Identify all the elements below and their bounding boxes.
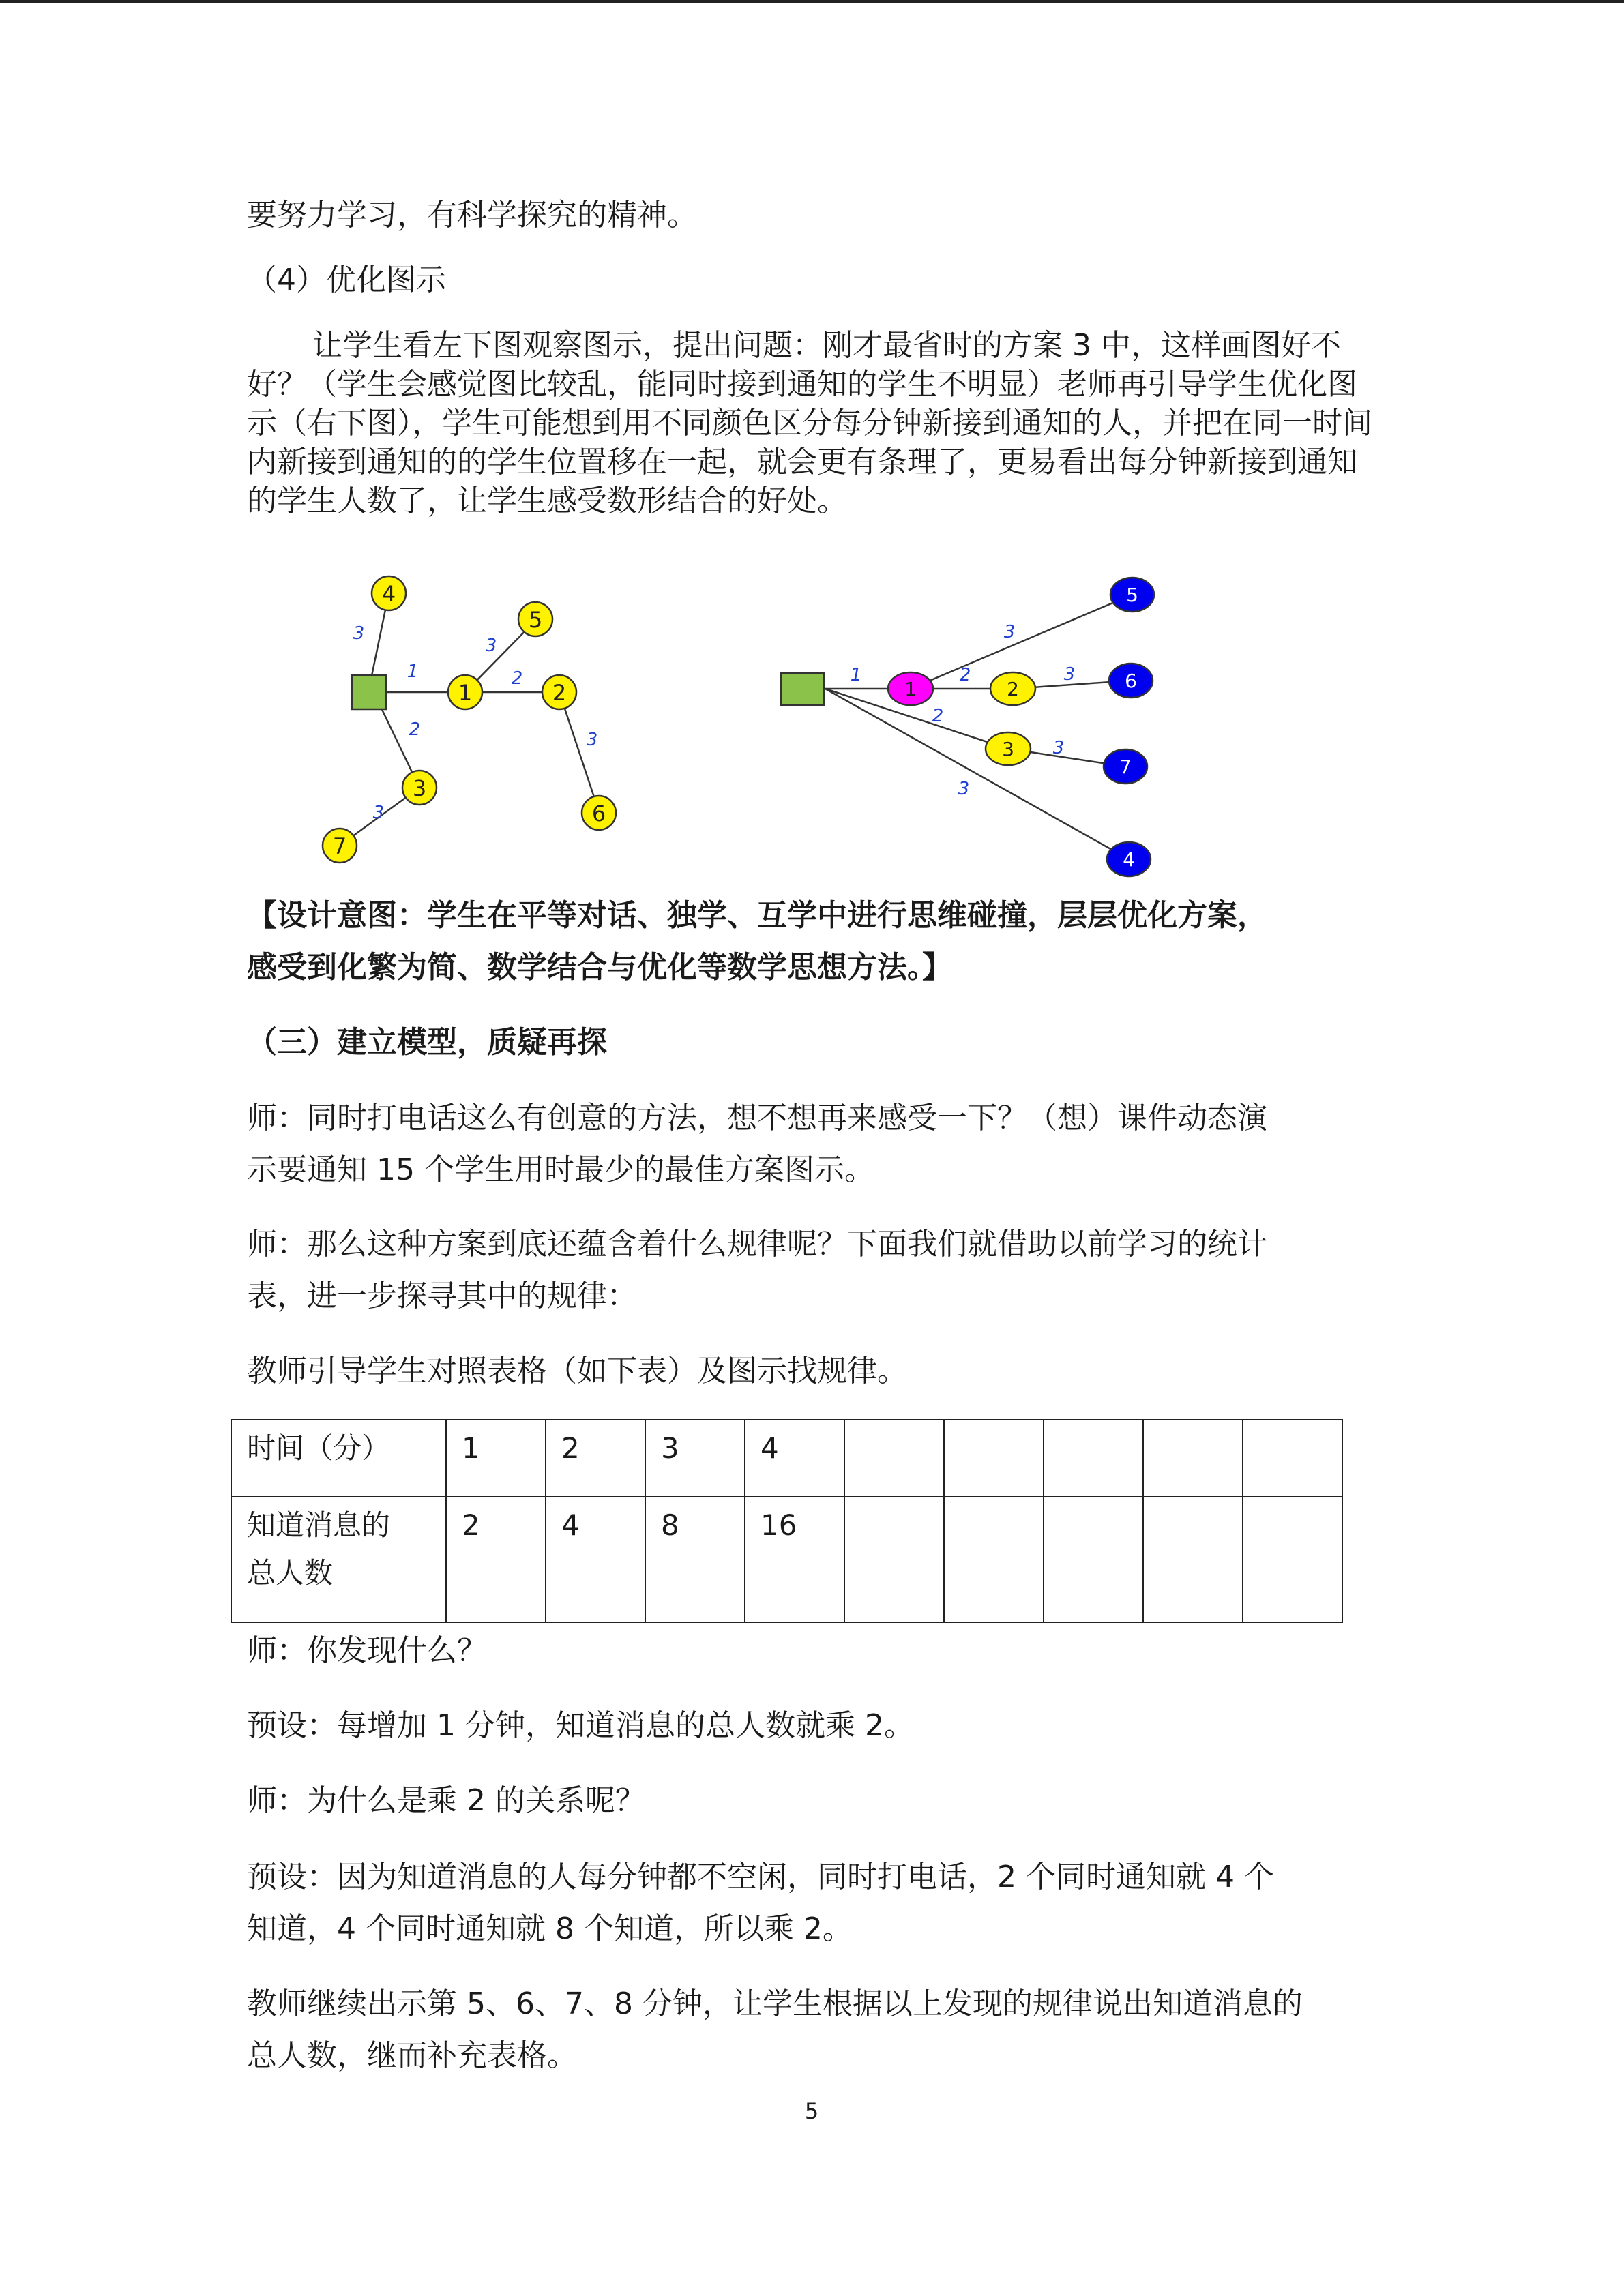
- text-line: 教师继续出示第 5、6、7、8 分钟，让学生根据以上发现的规律说出知道消息的: [247, 1986, 1303, 2021]
- table-cell: [1243, 1420, 1342, 1497]
- node-label: 6: [591, 801, 606, 826]
- edge-label: 2: [959, 665, 971, 685]
- header-line: 总人数: [247, 1556, 334, 1590]
- design-intent-line2: 感受到化繁为简、数学结合与优化等数学思想方法。】: [247, 950, 952, 985]
- node-label: 6: [1125, 670, 1137, 692]
- teacher-square: [781, 673, 824, 705]
- text-line: 要努力学习，有科学探究的精神。: [247, 198, 697, 233]
- text-line: 示要通知 15 个学生用时最少的最佳方案图示。: [247, 1152, 874, 1187]
- section-heading-build-model: （三）建立模型，质疑再探: [247, 1025, 607, 1060]
- table-cell-header: 时间（分）: [231, 1420, 446, 1497]
- edge-2-6: [559, 692, 599, 811]
- table-cell: [844, 1497, 944, 1622]
- table-cell: 2: [546, 1420, 645, 1497]
- table-cell: 1: [446, 1420, 546, 1497]
- teacher-square: [352, 675, 386, 709]
- node-label: 3: [412, 775, 427, 801]
- edge-label: 3: [485, 636, 497, 656]
- table-cell: 2: [446, 1497, 546, 1622]
- node-label: 5: [1126, 584, 1138, 606]
- node-label: 1: [458, 680, 473, 706]
- text-line: 表，进一步探寻其中的规律：: [247, 1279, 637, 1313]
- node-label: 4: [1123, 848, 1135, 871]
- page-top-border: [0, 0, 1624, 3]
- text-line: 师：你发现什么？: [247, 1633, 487, 1668]
- edge-label: 3: [353, 623, 365, 644]
- table-cell: 16: [745, 1497, 844, 1622]
- edge-label: 3: [586, 730, 598, 750]
- node-label: 7: [332, 833, 347, 859]
- text-line: 教师引导学生对照表格（如下表）及图示找规律。: [247, 1354, 907, 1388]
- edge-label: 3: [1052, 738, 1065, 758]
- edge-label: 1: [850, 665, 862, 685]
- edge-label: 3: [1063, 664, 1076, 685]
- page-number: 5: [804, 2098, 819, 2124]
- left-notification-diagram: [314, 566, 696, 873]
- edge-label: 2: [409, 719, 421, 740]
- table-cell: [1044, 1497, 1143, 1622]
- node-label: 5: [528, 607, 543, 633]
- table-cell: [1044, 1420, 1143, 1497]
- table-cell: 3: [645, 1420, 745, 1497]
- design-intent-line1: 【设计意图：学生在平等对话、独学、互学中进行思维碰撞，层层优化方案，: [247, 898, 1267, 933]
- edge-label: 1: [407, 661, 419, 682]
- text-line: 师：为什么是乘 2 的关系呢？: [247, 1783, 645, 1818]
- table-cell: 8: [645, 1497, 745, 1622]
- table-cell: [844, 1420, 944, 1497]
- node-label: 4: [381, 581, 396, 607]
- pattern-table: [231, 1419, 1343, 1623]
- table-row-time: [231, 1420, 1342, 1497]
- text-line: 师：那么这种方案到底还蕴含着什么规律呢？下面我们就借助以前学习的统计: [247, 1227, 1267, 1262]
- node-label: 7: [1119, 756, 1132, 778]
- node-label: 3: [1002, 738, 1014, 760]
- table-cell: [1243, 1497, 1342, 1622]
- edge-label: 3: [958, 779, 970, 799]
- edge-label: 2: [932, 706, 944, 726]
- node-label: 1: [904, 678, 917, 700]
- text-line: 知道，4 个同时通知就 8 个知道，所以乘 2。: [247, 1911, 853, 1946]
- node-label: 2: [552, 680, 567, 706]
- text-line: 预设：每增加 1 分钟，知道消息的总人数就乘 2。: [247, 1708, 914, 1743]
- text-line: 预设：因为知道消息的人每分钟都不空闲，同时打电话，2 个同时通知就 4 个: [247, 1860, 1274, 1894]
- table-cell: 4: [546, 1497, 645, 1622]
- table-cell: [1143, 1420, 1243, 1497]
- table-row-total: [231, 1497, 1342, 1622]
- subheading-optimize-diagram: （4）优化图示: [247, 263, 446, 297]
- table-cell-header: [231, 1497, 446, 1622]
- text-line: 师：同时打电话这么有创意的方法，想不想再来感受一下？（想）课件动态演: [247, 1101, 1267, 1135]
- table-cell: [944, 1497, 1044, 1622]
- right-notification-diagram: [771, 566, 1180, 880]
- paragraph-observe-diagram: 让学生看左下图观察图示，提出问题：刚才最省时的方案 3 中，这样画图好不好？（学生会感觉图比较乱，能同时接到通知的学生不明显）老师再引导学生优化图示（右下图），学生可能想到用不同颜色区分每分钟新接到通知的人，并把在同一时间内新接到通知的的学生位置移在一起，就会更有条理了，更易看出每分钟新接到通知的学生人数了，让学生感受数形结合的好处。: [247, 328, 1372, 518]
- node-label: 2: [1007, 678, 1019, 700]
- edge-label: 2: [511, 668, 523, 689]
- header-line: 知道消息的: [247, 1508, 391, 1542]
- edge-teacher-4: [825, 689, 1129, 859]
- edge-label: 3: [1003, 622, 1016, 642]
- text-line: 总人数，继而补充表格。: [247, 2038, 577, 2073]
- table-cell: [1143, 1497, 1243, 1622]
- table-cell: [944, 1420, 1044, 1497]
- edge-label: 3: [372, 803, 385, 823]
- table-cell: 4: [745, 1420, 844, 1497]
